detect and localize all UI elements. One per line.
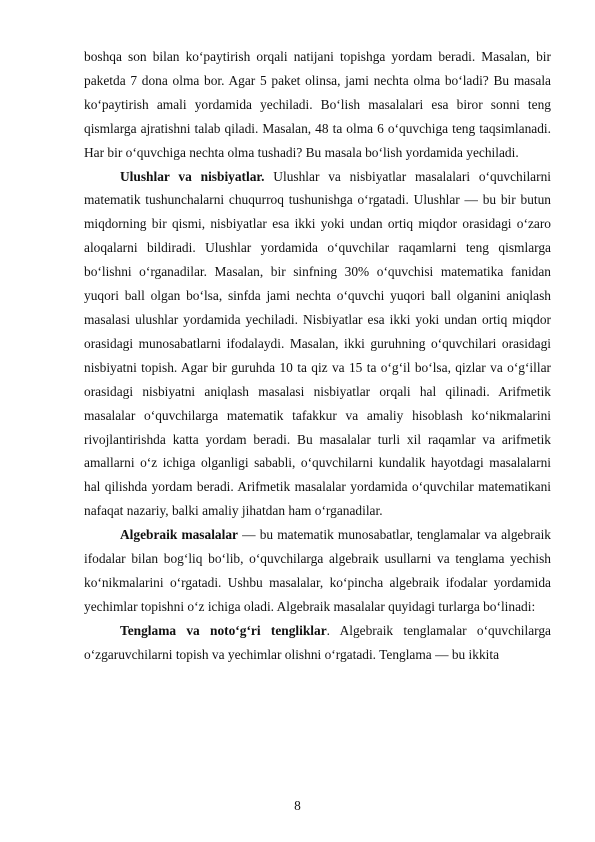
paragraph-intro — [84, 45, 551, 165]
document-page — [84, 45, 551, 667]
page-number: 8 — [294, 798, 301, 813]
paragraph-algebraik — [84, 523, 551, 619]
section-heading-ulushlar: Ulushlar va nisbiyatlar. — [120, 168, 265, 184]
paragraph-text: boshqa son bilan ko‘paytirish orqali natijani topishga yordam beradi. Masalan, bir paketda 7 dona olma bor. Agar 5 paket olinsa, jami nechta olma bo‘ladi? Bu masala ko‘paytirish amali yordamida yechiladi. Bo‘lish masalalari esa biror sonni teng qismlarga ajratishni talab qiladi. Masalan, 48 ta olma 6 o‘quvchiga teng taqsimlanadi. Har bir o‘quvchiga nechta olma tushadi? Bu masala bo‘lish yordamida yechiladi. — [84, 49, 551, 160]
section-heading-algebraik: Algebraik masalalar — [120, 527, 238, 543]
section-heading-tenglama: Tenglama va noto‘g‘ri tengliklar — [120, 622, 327, 638]
paragraph-text: — bu matematik munosabatlar, tenglamalar va algebraik ifodalar bilan bog‘liq bo‘lib, o‘quvchilarga algebraik usullarni va tenglama yechish ko‘nikmalarini o‘rgatadi. Ushbu masalalar, ko‘pincha algebraik ifodalar yordamida yechimlar topishni o‘z ichiga oladi. Algebraik masalalar quyidagi turlarga bo‘linadi: — [84, 527, 551, 614]
paragraph-text: . Algebraik tenglamalar o‘quvchilarga o‘zgaruvchilarni topish va yechimlar olishni o‘rgatadi. Tenglama — bu ikkita — [84, 622, 551, 662]
paragraph-ulushlar — [84, 165, 551, 524]
paragraph-text: Ulushlar va nisbiyatlar masalalari o‘quvchilarni matematik tushunchalarni chuqurroq tushunishga o‘rgatadi. Ulushlar — bu bir butun miqdorning bir qismi, nisbiyatlar esa ikki yoki undan ortiq miqdor orasidagi o‘zaro aloqalarni bildiradi. Ulushlar yordamida o‘quvchilar raqamlarni teng qismlarga bo‘lishni o‘rganadilar. Masalan, bir sinfning 30% o‘quvchisi matematika fanidan yuqori ball olgan bo‘lsa, sinfda jami nechta o‘quvchi yuqori ball olganini aniqlash masalasi ulushlar yordamida yechiladi. Nisbiyatlar esa ikki yoki undan ortiq miqdor orasidagi munosabatlarni ifodalaydi. Masalan, ikki guruhning o‘quvchilari orasidagi nisbiyatni topish. Agar bir guruhda 10 ta qiz va 15 ta o‘g‘il bo‘lsa, qizlar va o‘g‘illar orasidagi nisbiyatni aniqlash masalasi nisbiyatlar orqali hal qilinadi. Arifmetik masalalar o‘quvchilarga matematik tafakkur va amaliy hisoblash ko‘nikmalarini rivojlantirishda katta yordam beradi. Bu masalalar turli xil raqamlar va arifmetik amallarni o‘z ichiga olganligi sababli, o‘quvchilarni kundalik hayotdagi masalalarni hal qilishda yordam beradi. Arifmetik masalalar yordamida o‘quvchilar matematikani nafaqat nazariy, balki amaliy jihatdan ham o‘rganadilar. — [84, 168, 551, 519]
paragraph-tenglama — [84, 619, 551, 667]
